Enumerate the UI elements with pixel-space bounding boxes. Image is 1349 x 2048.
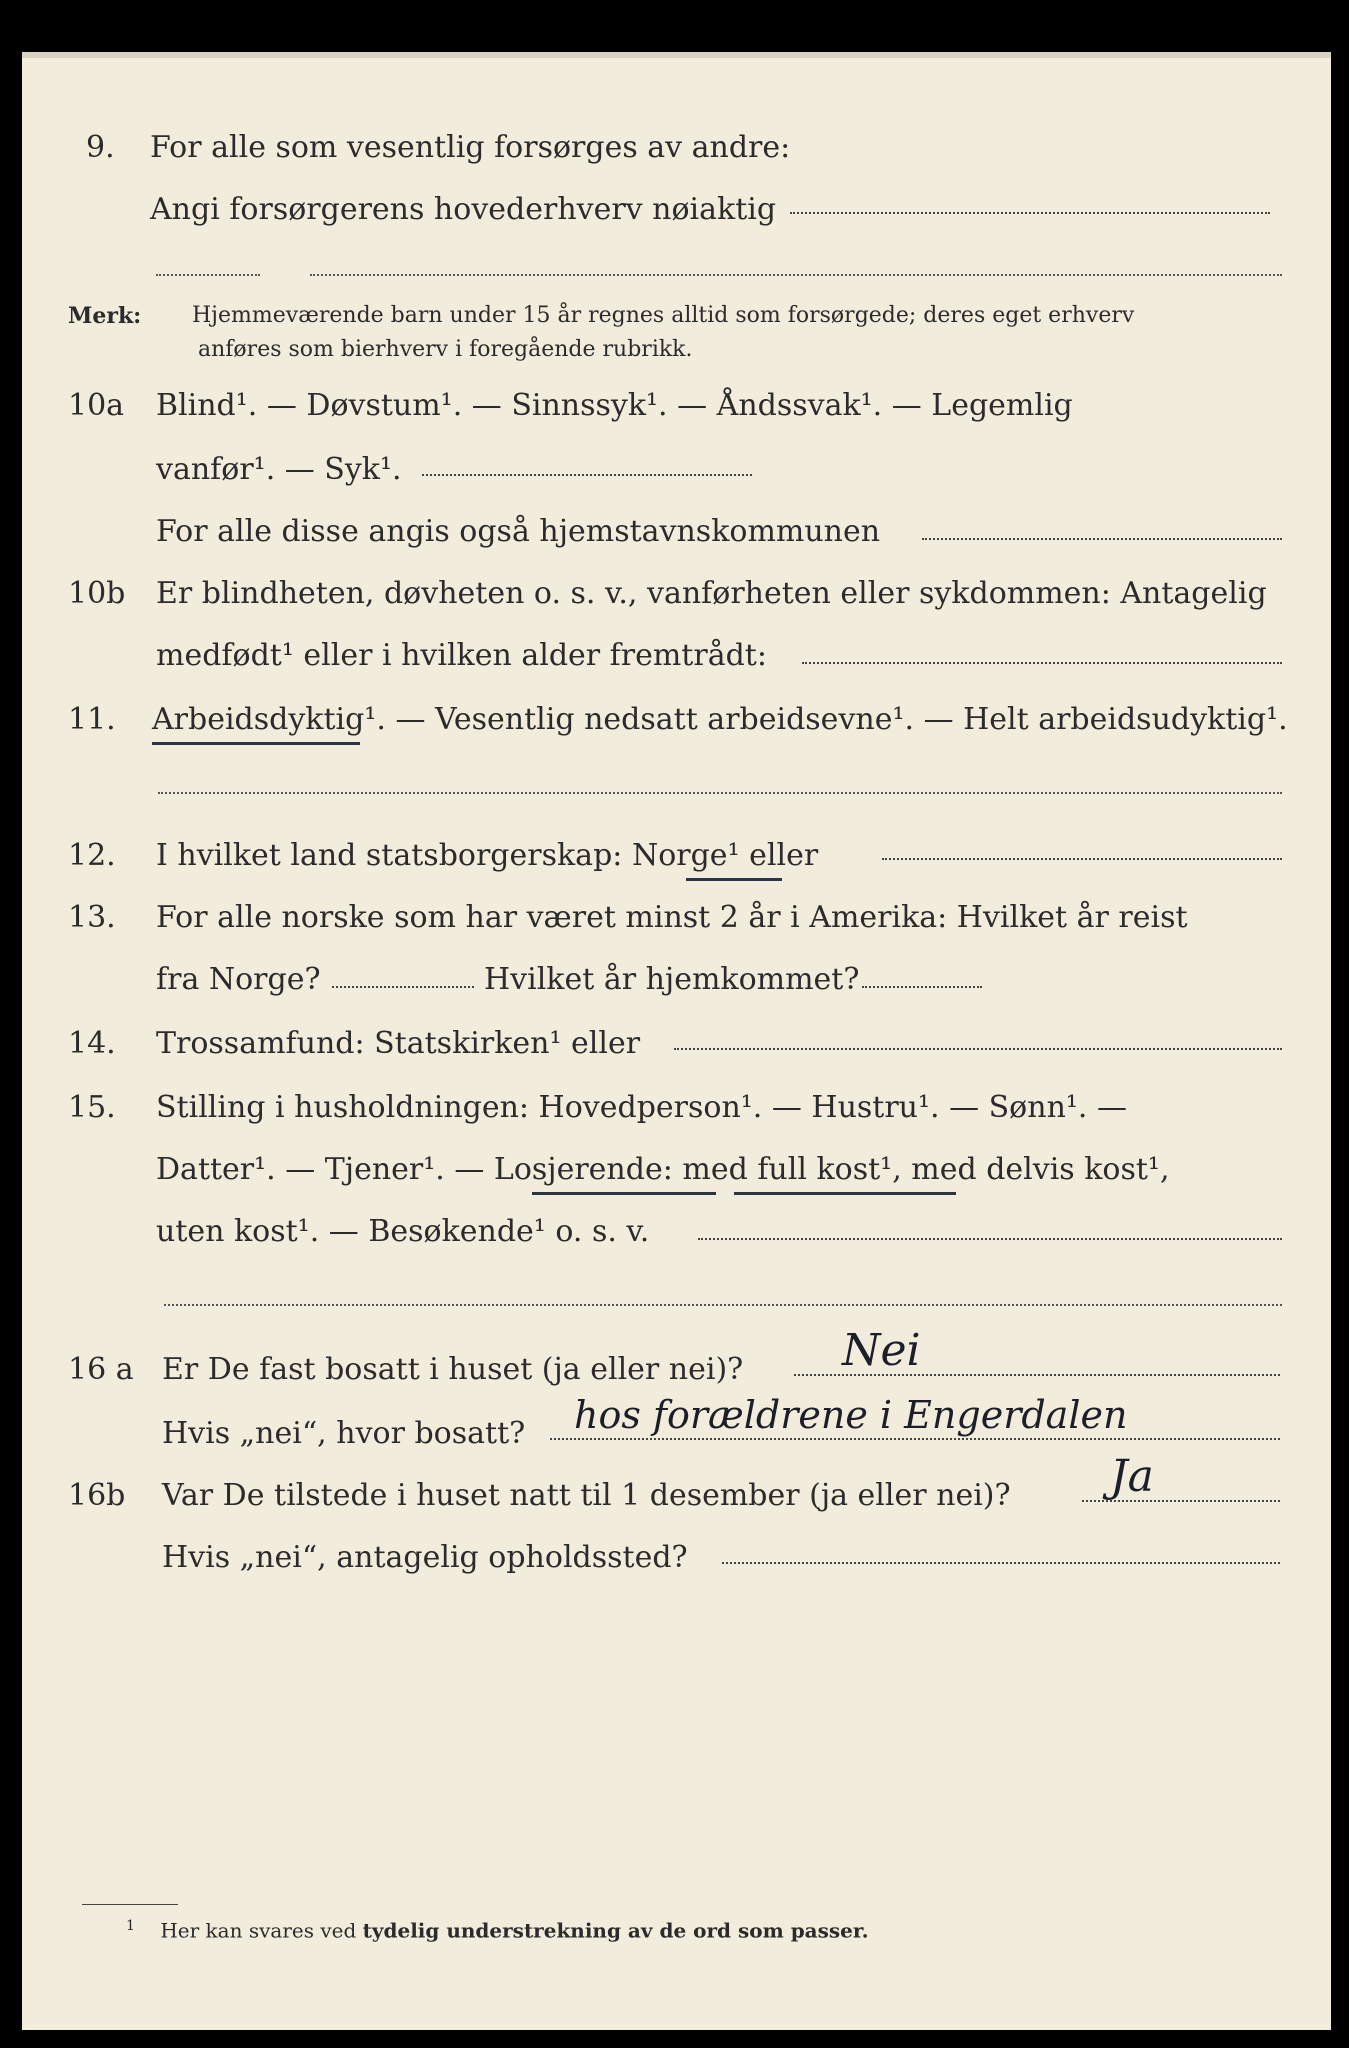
q12-post: ¹ eller [727, 838, 819, 873]
q12-number: 12. [68, 838, 116, 873]
q14-answer-line[interactable] [674, 1048, 1282, 1050]
q11-line [152, 700, 1288, 740]
q15-colon: : [662, 1152, 673, 1187]
q12-question: I hvilket land statsborgerskap: [156, 838, 623, 873]
q15-line2-start: Datter¹. — Tjener¹. — [156, 1152, 485, 1187]
footnote-bold-text: tydelig understrekning av de ord som passer. [362, 1918, 869, 1943]
q16b-number: 16b [68, 1478, 126, 1513]
q10a-line1: Blind¹. — Døvstum¹. — Sinnssyk¹. — Åndssvak¹. — Legemlig [156, 388, 1073, 423]
merk-label: Merk: [68, 303, 142, 329]
q10b-answer-line[interactable] [802, 662, 1282, 664]
q13-line1: For alle norske som har været minst 2 år i Amerika: Hvilket år reist [156, 900, 1188, 935]
q9-answer-line[interactable] [790, 212, 1270, 214]
merk-line1: Hjemmeværende barn under 15 år regnes alltid som forsørgede; deres eget erhverv [192, 303, 1135, 328]
q9-extra-line-a[interactable] [156, 274, 260, 276]
q12-line [156, 836, 818, 876]
q16a-handwritten-residence: hos forældrene i Engerdalen [574, 1393, 1128, 1437]
q13-line2a: fra Norge? [156, 962, 321, 997]
q13-year-returned-line[interactable] [862, 986, 982, 988]
q15-line1: Stilling i husholdningen: Hovedperson¹. — Hustru¹. — Sønn¹. — [156, 1090, 1127, 1125]
q14-number: 14. [68, 1026, 116, 1061]
top-edge [22, 52, 1331, 58]
q13-number: 13. [68, 900, 116, 935]
q12-answer-line[interactable] [882, 858, 1282, 860]
q15-number: 15. [68, 1090, 116, 1125]
q15-answer-line[interactable] [698, 1238, 1282, 1240]
footnote-text: Her kan svares ved [160, 1918, 357, 1943]
footnote-mark: 1 [126, 1918, 135, 1934]
q15-line2 [156, 1150, 1170, 1190]
q16b-whereabouts-line[interactable] [722, 1562, 1280, 1564]
q11-option-arbeidsdyktig[interactable]: Arbeidsdyktig [152, 702, 365, 737]
q14-line: Trossamfund: Statskirken¹ eller [156, 1026, 641, 1061]
q13-line2b: Hvilket år hjemkommet? [484, 962, 860, 997]
q12-handwritten-underline [686, 878, 782, 881]
q10b-line1: Er blindheten, døvheten o. s. v., vanførheten eller sykdommen: Antagelig [156, 576, 1267, 611]
q12-option-norge[interactable]: Norge [631, 838, 728, 873]
q11-extra-line[interactable] [158, 792, 1282, 794]
q16a-number: 16 a [68, 1352, 134, 1387]
q10a-home-line[interactable] [922, 538, 1282, 540]
q10a-line2: vanfør¹. — Syk¹. [156, 452, 402, 487]
q16b-handwritten-answer: Ja [1110, 1451, 1154, 1502]
census-form-page [22, 52, 1331, 2030]
q10b-line2: medfødt¹ eller i hvilken alder fremtrådt: [156, 638, 767, 673]
footnote [126, 1910, 869, 1947]
q15-underline-full-kost [734, 1192, 956, 1195]
q9-line2: Angi forsørgerens hovederhverv nøiaktig [150, 192, 777, 227]
q15-option-losjerende[interactable]: Losjerende [493, 1152, 663, 1187]
q13-year-left-line[interactable] [332, 986, 474, 988]
q11-handwritten-underline [152, 742, 360, 745]
q16a-handwritten-answer: Nei [842, 1325, 921, 1376]
q10a-line3: For alle disse angis også hjemstavnskommunen [156, 514, 881, 549]
merk-line2: anføres som bierhverv i foregående rubrikk. [198, 337, 693, 362]
q10a-number: 10a [68, 388, 125, 423]
q9-number: 9. [86, 130, 115, 165]
q16a-line1: Er De fast bosatt i huset (ja eller nei)? [162, 1352, 744, 1387]
q10b-number: 10b [68, 576, 126, 611]
footnote-rule [82, 1904, 178, 1905]
q15-underline-losjerende [532, 1192, 716, 1195]
q15-option-med-full-kost[interactable]: med full kost [682, 1152, 881, 1187]
q15-extra-line[interactable] [164, 1304, 1282, 1306]
q11-rest: ¹. — Vesentlig nedsatt arbeidsevne¹. — Helt arbeidsudyktig¹. [364, 702, 1288, 737]
q15-line2-end: ¹, med delvis kost¹, [880, 1152, 1170, 1187]
q9-extra-line-b[interactable] [310, 274, 1282, 276]
q16b-line2: Hvis „nei“, antagelig opholdssted? [162, 1540, 688, 1575]
q16b-line1: Var De tilstede i huset natt til 1 desember (ja eller nei)? [162, 1478, 1011, 1513]
q15-line3: uten kost¹. — Besøkende¹ o. s. v. [156, 1214, 650, 1249]
q10a-sick-line[interactable] [422, 474, 752, 476]
q9-line1: For alle som vesentlig forsørges av andre: [150, 130, 791, 165]
q16a-line2: Hvis „nei“, hvor bosatt? [162, 1416, 526, 1451]
q11-number: 11. [68, 702, 116, 737]
